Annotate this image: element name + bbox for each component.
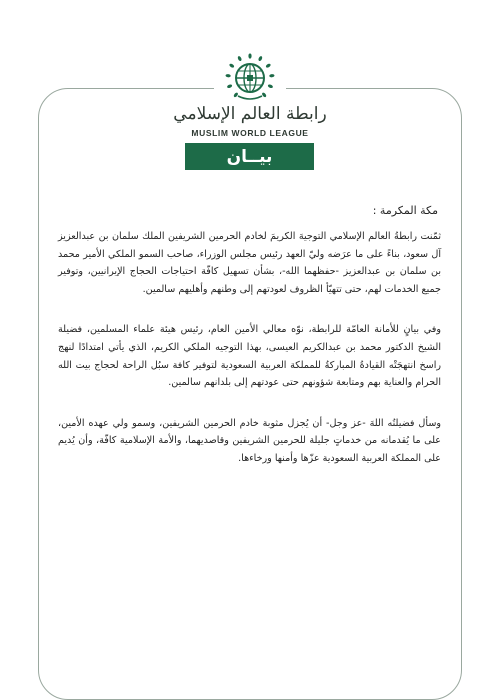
dateline-place: مكة المكرمة : [372,204,438,217]
logo [214,50,286,106]
paragraph-2: وفي بيانٍ للأمانة العامّة للرابطة، نوّه معالي الأمين العام، رئيس هيئة علماء المسلمين، فضيلة الشيخ الدكتور محمد بن عبدالكريم العيسى، بهذا التوجيه الملكي الكريم، الذي يأتي امتدادًا لنهج راسخ انتهجَتْه القيادةُ المباركةُ للمملكة العربية السعودية لتوفير كافة سبُل الراحة لحجاج بيت الله الحرام والعناية بهم ومتابعة شؤونهم حتى عودتهم إلى بلدانهم سالمين. [58,324,441,389]
statement-title: بيــان [185,143,314,170]
statement-body [58,228,441,491]
paragraph-1: ثمّنت رابطةُ العالم الإسلامي التوجيهَ الكريمَ لخادم الحرمين الشريفين الملك سلمان بن عبدالعزيز آل سعود، بناءً على ما عرَضه وليّ العهد رئيس مجلس الوزراء، صاحب السمو الملكي الأمير محمد بن سلمان بن عبدالعزيز -حفظهما الله-، بشأن تسهيل كافّة احتياجات الحجاج الإيرانيين، وتوفير جميع الخدمات لهم، حتى تتهيّأ الظروف لعودتهم إلى وطنهم وأهليهم سالمين. [58,231,441,295]
org-name-english: MUSLIM WORLD LEAGUE [191,128,309,138]
org-name-arabic: رابطة العالم الإسلامي [173,104,327,124]
globe-emblem-icon [224,52,276,104]
paragraph-3: وسأل فضيلتُه اللهَ -عز وجل- أن يُجزل مثوبة خادم الحرمين الشريفين، وسمو ولي عهده الأمين، على ما يُقدمانه من خدماتٍ جليلة للحرمين الشريفين وقاصديهما، والأمة الإسلامية كافّة، وأن يُديم على المملكة العربية السعودية عزّها وأمنها ورخاءها. [58,417,441,464]
